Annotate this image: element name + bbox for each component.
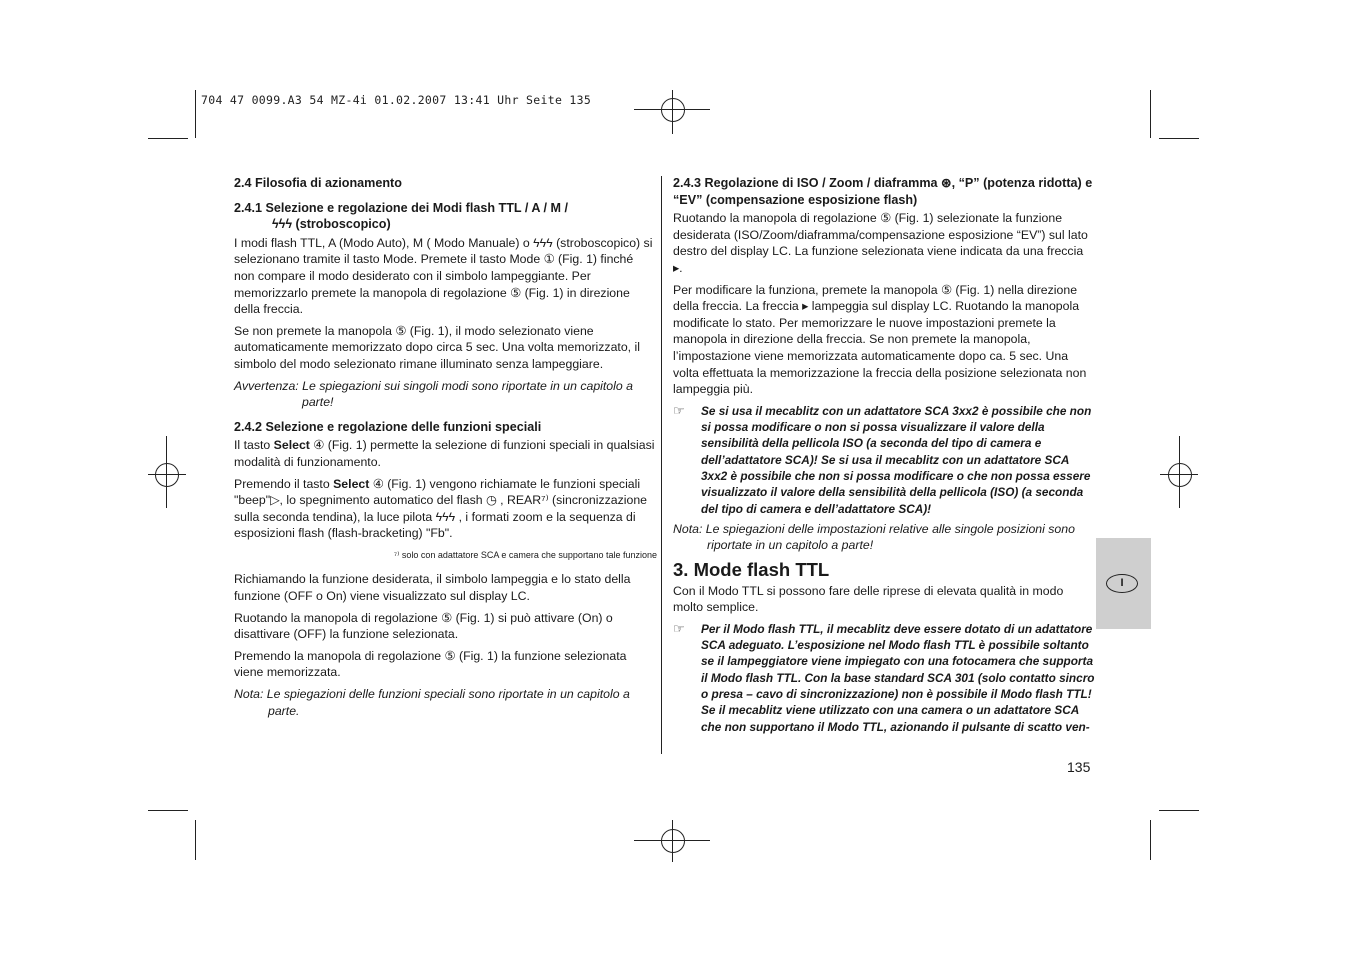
crop-mark bbox=[1150, 90, 1151, 138]
warning-text: Se si usa il mecablitz con un adattatore SCA 3xx2 è possibile che non si possa modificare o non si possa visualizzare il valore della sensibilità della pellicola ISO (a seconda del tipo di camera e dell’adattatore SCA)! Se si usa il mecablitz con un adattatore SCA 3xx2 è possibile che non si possa modificare o che non possa essere visualizzato il valore della sensibilità della pellicola (ISO) (a seconda del tipo di camera e dell’adattatore SCA)! bbox=[701, 403, 1092, 516]
page-number: 135 bbox=[1067, 759, 1091, 775]
pointing-hand-icon: ☞ bbox=[673, 402, 685, 418]
section-heading-cont: ϟϟϟ (stroboscopico) bbox=[272, 217, 391, 232]
pointing-hand-icon: ☞ bbox=[673, 620, 685, 636]
language-tab bbox=[1096, 538, 1151, 629]
paragraph bbox=[234, 476, 657, 542]
paragraph bbox=[234, 437, 657, 470]
chapter-heading: 3. Mode flash TTL bbox=[673, 558, 830, 580]
warning-block bbox=[673, 621, 1095, 735]
paragraph: I modi flash TTL, A (Modo Auto), M ( Modo Manuale) o ϟϟϟ (stroboscopico) si selezionano tramite il tasto Mode. Premete il tasto Mode ① (Fig. 1) finché non compare il modo desiderato con il simbolo lampeggiante. Per memorizzarlo premete la manopola di regolazione ⑤ (Fig. 1) in direzione della freccia. bbox=[234, 235, 653, 317]
column-divider bbox=[661, 176, 662, 754]
crop-mark bbox=[148, 138, 188, 139]
section-heading: 2.4 Filosofia di azionamento bbox=[234, 176, 402, 190]
warning-block bbox=[673, 403, 1095, 517]
crop-mark bbox=[1159, 810, 1199, 811]
key-name: Select bbox=[273, 438, 310, 453]
note: Nota: Le spiegazioni delle funzioni speciali sono riportate in un capitolo a parte. bbox=[234, 687, 630, 718]
paragraph: Con il Modo TTL si possono fare delle riprese di elevata qualità in modo molto semplice. bbox=[673, 583, 1064, 615]
paragraph: Per modificare la funziona, premete la manopola ⑤ (Fig. 1) nella direzione della freccia. La freccia ▸ lampeggia sul display LC. Ruotando la manopola modificate lo stato. Per memorizzare le nuove impostazioni premete la manopola in direzione della freccia. Se non premete la manopola, l’impostazione viene memorizzata automaticamente dopo ca. 5 sec. Una volta effettuata la memorizzazione la freccia della posizione selezionata non lampeggia più. bbox=[673, 282, 1087, 397]
paragraph: Ruotando la manopola di regolazione ⑤ (Fig. 1) si può attivare (On) o disattivare (OFF) la funzione selezionata. bbox=[234, 610, 613, 642]
key-name: Select bbox=[333, 476, 370, 491]
text: ④ (Fig. 1) vengono richiamate le funzioni speciali "beep"▷, lo spegnimento automatico del flash ◷ , REAR⁷⁾ (sincronizzazione sulla seconda tendina), la luce pilota ϟϟϟ , i formati zoom e la sequenza di esposizioni flash (flash-bracketing) "Fb". bbox=[234, 476, 648, 541]
language-label: I bbox=[1106, 574, 1138, 593]
note: Nota: Le spiegazioni delle impostazioni relative alle singole posizioni sono riportate in un capitolo a parte! bbox=[673, 521, 1075, 553]
text: Il tasto bbox=[234, 438, 274, 453]
section-heading: 2.4.1 Selezione e regolazione dei Modi flash TTL / A / M / bbox=[234, 200, 569, 215]
registration-circle bbox=[661, 829, 685, 853]
registration-circle bbox=[661, 98, 685, 122]
note: Avvertenza: Le spiegazioni sui singoli modi sono riportate in un capitolo a parte! bbox=[234, 378, 633, 410]
registration-circle bbox=[1168, 463, 1192, 487]
registration-circle bbox=[155, 463, 179, 487]
paragraph: Ruotando la manopola di regolazione ⑤ (Fig. 1) selezionate la funzione desiderata (ISO/Zoom/diaframma/compensazione esposizione “EV”) sul lato destro del display LC. La funzione selezionata viene indicata da una freccia ▸. bbox=[673, 211, 1088, 275]
crop-mark bbox=[1159, 138, 1199, 139]
text: ④ (Fig. 1) permette la selezione di funzioni speciali in qualsiasi modalità di funzionamento. bbox=[234, 438, 655, 469]
footnote: ⁷⁾ solo con adattatore SCA e camera che supportano tale funzione bbox=[393, 549, 657, 560]
crop-mark bbox=[148, 810, 188, 811]
crop-mark bbox=[1150, 820, 1151, 860]
print-header: 704 47 0099.A3 54 MZ-4i 01.02.2007 13:41 Uhr Seite 135 bbox=[201, 93, 592, 107]
section-heading: 2.4.2 Selezione e regolazione delle funzioni speciali bbox=[234, 419, 542, 434]
paragraph: Richiamando la funzione desiderata, il simbolo lampeggia e lo stato della funzione (OFF o On) viene visualizzato sul display LC. bbox=[234, 572, 631, 604]
left-column bbox=[234, 175, 657, 724]
right-column bbox=[673, 175, 1095, 739]
paragraph: Premendo la manopola di regolazione ⑤ (Fig. 1) la funzione selezionata viene memorizzata. bbox=[234, 648, 627, 680]
warning-text: Per il Modo flash TTL, il mecablitz deve essere dotato di un adattatore SCA adeguato. L’esposizione nel Modo flash TTL è possibile soltanto se il lampeggiatore viene impiegato con una fotocamera che supporta il Modo flash TTL. Con la base standard SCA 301 (solo contatto sincro o presa – cavo di sincronizzazione) non è possibile il Modo flash TTL! Se il mecablitz viene utilizzato con una camera o un adattatore SCA che non supportano il Modo TTL, azionando il pulsante di scatto ven- bbox=[701, 621, 1095, 734]
crop-mark bbox=[195, 90, 196, 138]
text: Premendo il tasto bbox=[234, 476, 334, 491]
crop-mark bbox=[195, 820, 196, 860]
paragraph: Se non premete la manopola ⑤ (Fig. 1), il modo selezionato viene automaticamente memorizzato dopo circa 5 sec. Una volta memorizzato, il simbolo del modo selezionato rimane illuminato senza lampeggiare. bbox=[234, 323, 640, 371]
section-heading: 2.4.3 Regolazione di ISO / Zoom / diaframma ⊛, “P” (potenza ridotta) e “EV” (compensazione esposizione flash) bbox=[673, 176, 1093, 207]
